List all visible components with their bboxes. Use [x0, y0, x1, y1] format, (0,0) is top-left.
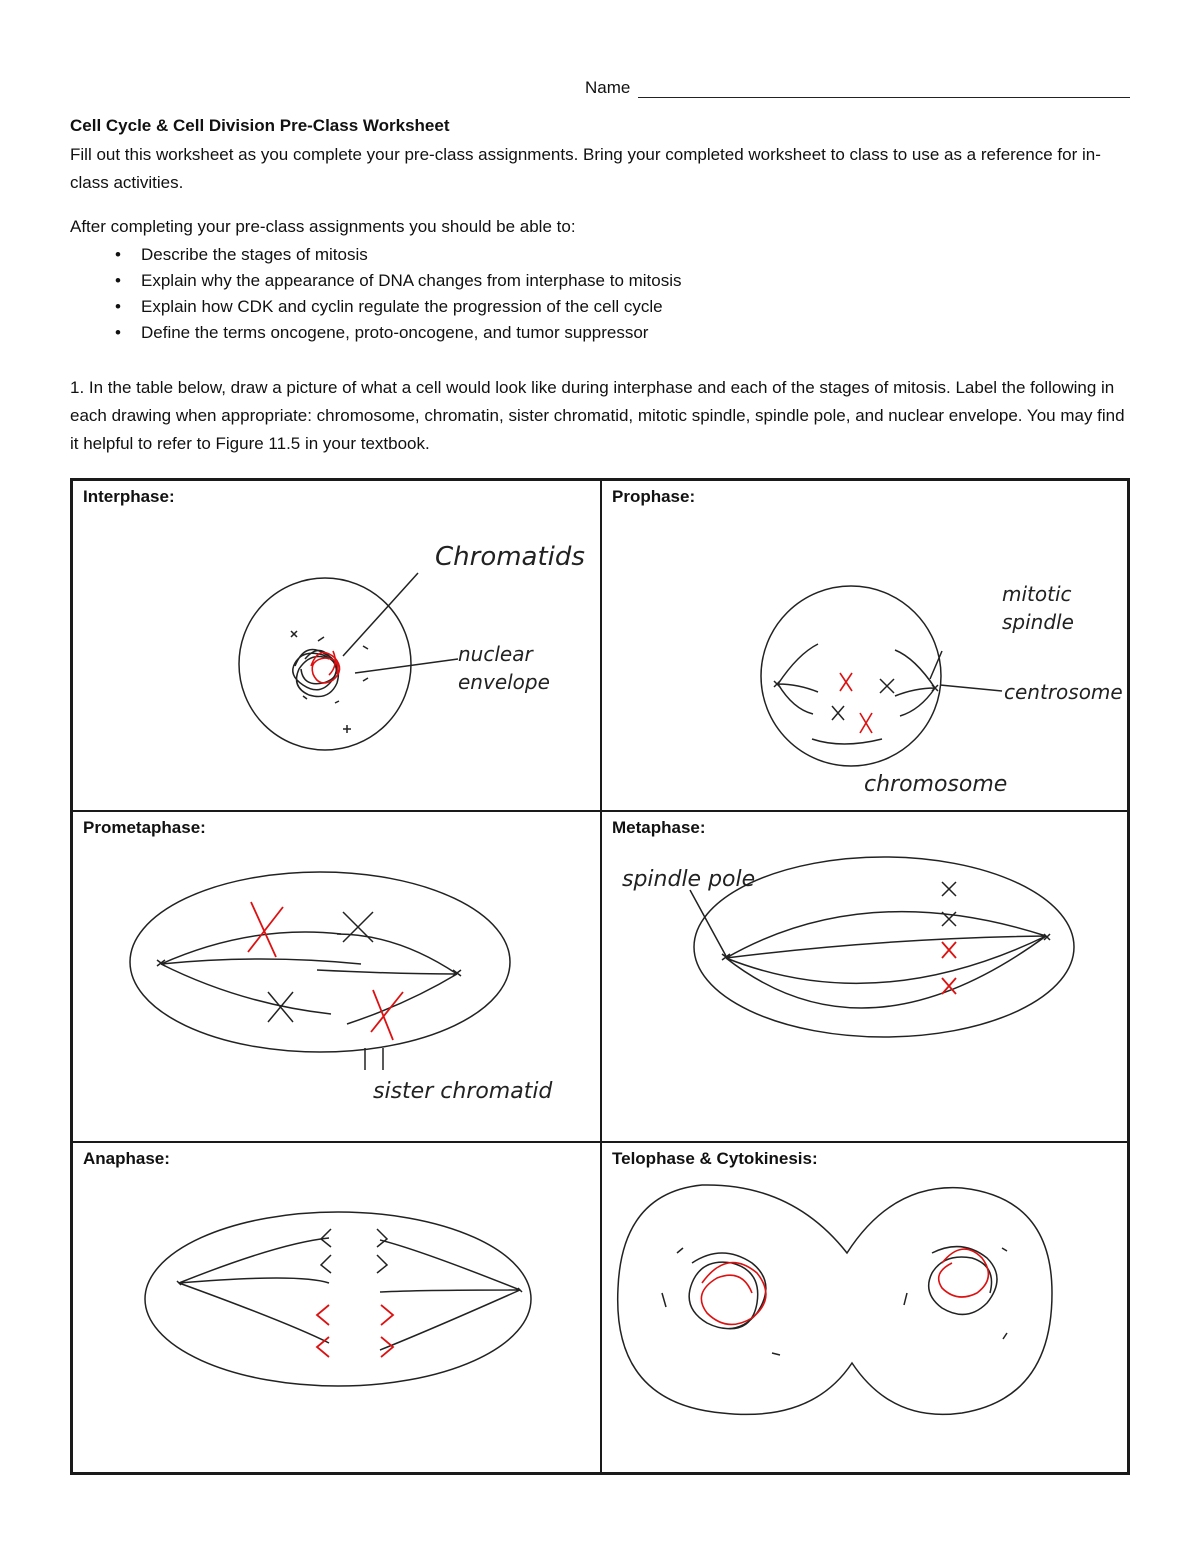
cell-membrane — [145, 1212, 531, 1386]
red-chromatin — [701, 1263, 766, 1325]
chromatin-tangle — [689, 1253, 766, 1329]
mitotic-label: mitotic — [1002, 582, 1072, 606]
objective-item: • Explain how CDK and cyclin regulate the progression of the cell cycle — [70, 294, 682, 320]
spindle-pole-label: spindle pole — [622, 867, 756, 892]
chromatids-label: Chromatids — [435, 542, 585, 572]
label-line — [940, 685, 1002, 691]
objective-item: • Explain why the appearance of DNA changes from interphase to mitosis — [70, 268, 682, 294]
intro-text: Fill out this worksheet as you complete your pre-class assignments. Bring your completed worksheet to class to use as a reference for in-class activities. — [70, 145, 1101, 192]
name-field[interactable] — [585, 72, 1130, 98]
objective-item: • Define the terms oncogene, proto-oncogene, and tumor suppressor — [70, 320, 682, 346]
red-chromosome — [248, 902, 283, 957]
objectives-list — [70, 242, 682, 346]
chromosome-x — [832, 679, 894, 720]
cell-title: Interphase: — [83, 487, 175, 506]
red-chromosome — [840, 673, 852, 691]
spindle-fiber — [380, 1240, 520, 1350]
interphase-cell[interactable] — [72, 480, 601, 811]
envelope-label: envelope — [458, 670, 550, 694]
spindle-fiber — [179, 1238, 329, 1343]
cell-title: Telophase & Cytokinesis: — [612, 1149, 818, 1168]
prometaphase-cell[interactable] — [72, 811, 601, 1142]
objective-item: • Describe the stages of mitosis — [70, 242, 682, 268]
sister-chromatid-label: sister chromatid — [373, 1079, 553, 1104]
prometaphase-drawing — [73, 812, 601, 1142]
mitosis-drawing-table — [70, 478, 1130, 1475]
name-label: Name — [585, 78, 631, 97]
centrosome-label: centrosome — [1004, 680, 1123, 704]
spindle-fiber — [161, 932, 361, 1014]
cell-membrane — [761, 586, 941, 766]
anaphase-cell[interactable] — [72, 1142, 601, 1473]
spindle-fiber — [317, 934, 457, 1024]
worksheet-title: Cell Cycle & Cell Division Pre-Class Worksheet — [70, 116, 450, 135]
cell-membrane — [239, 578, 411, 750]
objectives-intro: After completing your pre-class assignments you should be able to: — [70, 217, 576, 236]
question-1: 1. In the table below, draw a picture of what a cell would look like during interphase and each of the stages of mitosis. Label the following in each drawing when appropriate: chromosome, chromatin, sister chromatid, mitotic spindle, spindle pole, and nuclear envelope. You may find it helpful to refer to Figure 11.5 in your textbook. — [70, 378, 1125, 453]
name-blank-line[interactable] — [638, 77, 1130, 98]
label-line — [355, 659, 458, 673]
cell-title: Prometaphase: — [83, 818, 206, 837]
chromosome-v — [321, 1229, 387, 1273]
spindle-fiber — [895, 650, 935, 716]
spindle-fiber — [778, 644, 818, 714]
cell-membrane — [618, 1185, 1052, 1414]
chromosome-x — [268, 912, 373, 1022]
cell-title: Prophase: — [612, 487, 696, 506]
interphase-drawing — [73, 481, 601, 811]
anaphase-drawing — [73, 1143, 601, 1473]
cell-title: Metaphase: — [612, 818, 706, 837]
red-chromosome — [942, 942, 956, 994]
label-line — [690, 890, 726, 956]
prophase-cell[interactable] — [601, 480, 1128, 811]
spindle-fiber — [726, 912, 1046, 1008]
nuclear-label: nuclear — [458, 642, 533, 666]
cell-title: Anaphase: — [83, 1149, 170, 1168]
telophase-cytokinesis-cell[interactable] — [601, 1142, 1128, 1473]
prophase-drawing — [602, 481, 1128, 811]
label-line — [343, 573, 418, 656]
metaphase-drawing — [602, 812, 1128, 1142]
label-line — [365, 1048, 383, 1070]
telophase-drawing — [602, 1143, 1128, 1473]
chromosome-x — [942, 882, 956, 926]
metaphase-cell[interactable] — [601, 811, 1128, 1142]
chromosome-label: chromosome — [864, 772, 1008, 797]
spindle-label: spindle — [1002, 610, 1074, 634]
